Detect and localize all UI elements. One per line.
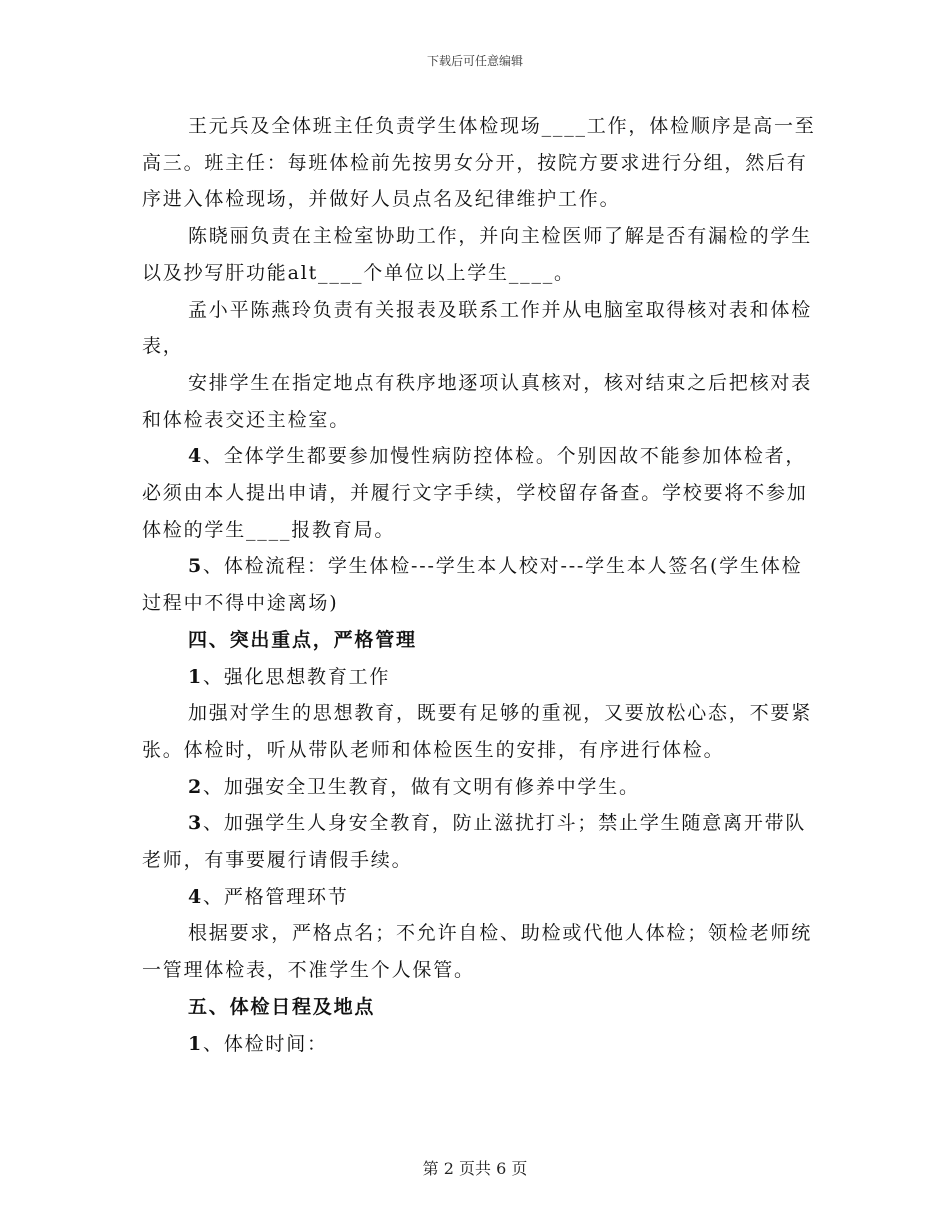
- paragraph: 孟小平陈燕玲负责有关报表及联系工作并从电脑室取得核对表和体检表，: [142, 298, 813, 358]
- page-header: 下载后可任意编辑: [426, 54, 523, 68]
- paragraph: 安排学生在指定地点有秩序地逐项认真核对，核对结束之后把核对表和体检表交还主检室。: [142, 371, 813, 431]
- numbered-item: 3、加强学生人身安全教育，防止滋扰打斗；禁止学生随意离开带队老师，有事要履行请假手续。: [142, 812, 807, 872]
- item-number: 4: [188, 445, 204, 468]
- paragraph: 陈晓丽负责在主检室协助工作，并向主检医师了解是否有漏检的学生以及抄写肝功能alt____个单位以上学生____。: [142, 225, 813, 284]
- section-heading: 四、突出重点，严格管理: [188, 628, 417, 651]
- page-footer: 第 2 页共 6 页: [422, 1159, 528, 1178]
- item-number: 3: [188, 812, 204, 835]
- item-number: 5: [188, 555, 204, 578]
- document-body: [142, 108, 817, 1062]
- numbered-item: 1、强化思想教育工作: [188, 665, 391, 688]
- numbered-item: 4、严格管理环节: [188, 885, 349, 908]
- numbered-item: 2、加强安全卫生教育，做有文明有修养中学生。: [188, 775, 640, 798]
- item-number: 1: [188, 665, 204, 688]
- item-number: 2: [188, 775, 204, 798]
- paragraph: 根据要求，严格点名；不允许自检、助检或代他人体检；领检老师统一管理体检表，不准学生个人保管。: [142, 922, 813, 982]
- numbered-item: 1、体检时间：: [188, 1032, 328, 1055]
- paragraph: 加强对学生的思想教育，既要有足够的重视，又要放松心态，不要紧张。体检时，听从带队老师和体检医生的安排，有序进行体检。: [142, 702, 813, 761]
- numbered-item: 4、全体学生都要参加慢性病防控体检。个别因故不能参加体检者，必须由本人提出申请，并履行文字手续，学校留存备查。学校要将不参加体检的学生____报教育局。: [142, 445, 808, 541]
- section-heading: 五、体检日程及地点: [188, 995, 376, 1018]
- item-number: 1: [188, 1032, 204, 1055]
- paragraph: 王元兵及全体班主任负责学生体检现场____工作，体检顺序是高一至高三。班主任：每班体检前先按男女分开，按院方要求进行分组，然后有序进入体检现场，并做好人员点名及纪律维护工作。: [142, 115, 816, 211]
- item-number: 4: [188, 885, 204, 908]
- numbered-item: 5、体检流程：学生体检---学生本人校对---学生本人签名(学生体检过程中不得中途离场): [142, 555, 803, 615]
